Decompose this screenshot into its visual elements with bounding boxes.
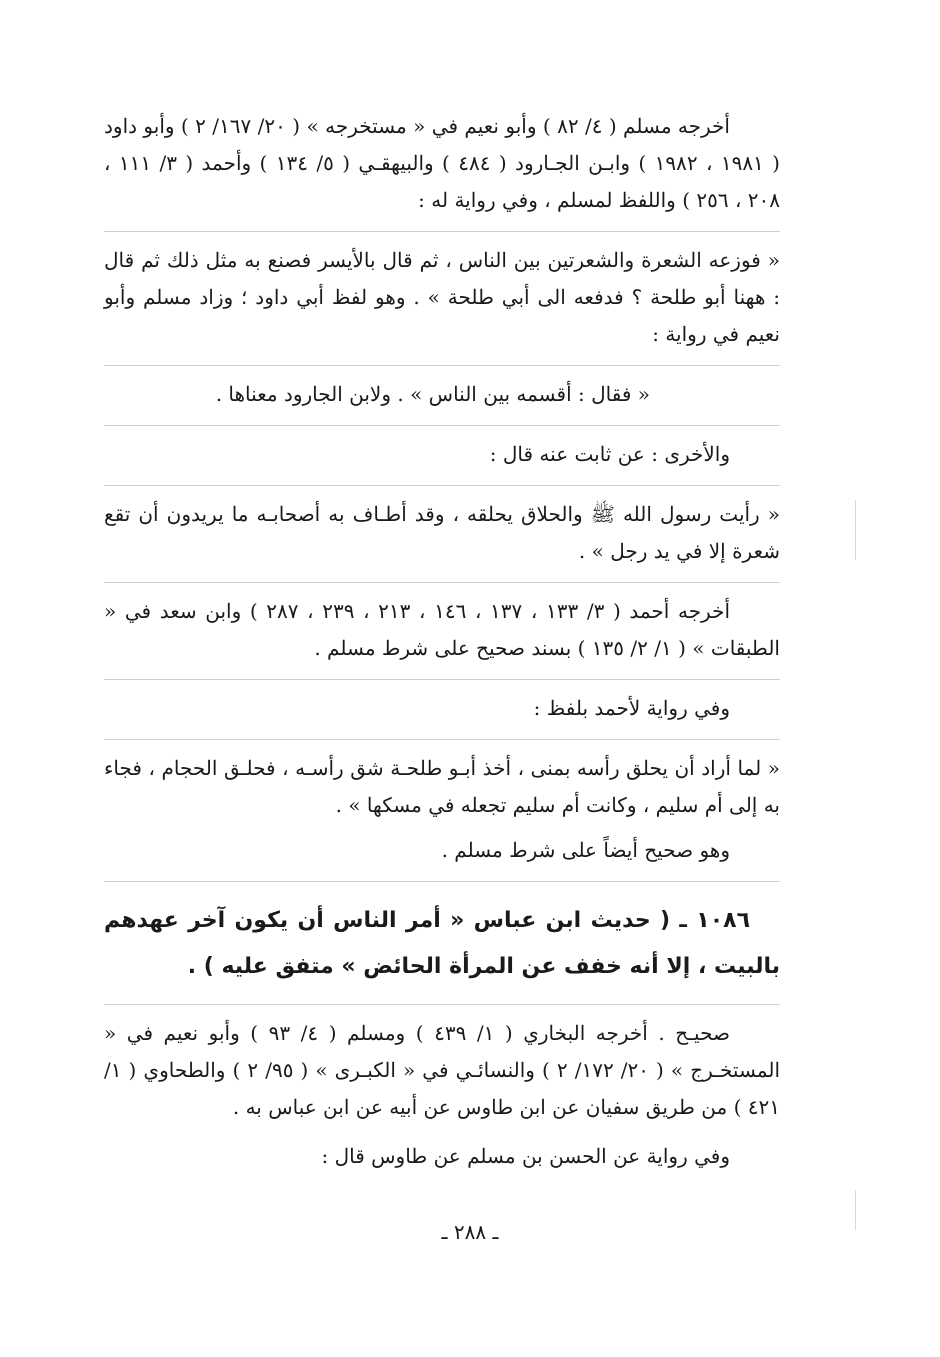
narration-intro: والأخرى : عن ثابت عنه قال : [489, 442, 730, 466]
page-body [104, 108, 780, 1187]
quote-paragraph-1: « فوزعه الشعرة والشعرتين بين الناس ، ثم قال بالأيسر فصنع به مثل ذلك ثم قال : ههنا أبو طلحة ؟ فدفعه الى أبي طلحة » . وهو لفظ أبي داود ؛ وزاد مسلم وأبو نعيم في رواية : [104, 248, 780, 346]
divider [104, 881, 780, 882]
divider [104, 739, 780, 740]
page-number: ـ ٢٨٨ ـ [441, 1220, 499, 1244]
takhrij-paragraph-2: أخرجه أحمد ( ٣/ ١٣٣ ، ١٣٧ ، ١٤٦ ، ٢١٣ ، ٢٣٩ ، ٢٨٧ ) وابن سعد في « الطبقات » ( ١/ ٢/ ١٣٥ ) بسند صحيح على شرط مسلم . [104, 599, 780, 660]
divider [104, 425, 780, 426]
quote-paragraph-2: « فقال : أقسمه بين الناس » . ولابن الجارود معناها . [215, 382, 650, 406]
takhrij-paragraph-1: أخرجه مسلم ( ٤/ ٨٢ ) وأبو نعيم في « مستخرجه » ( ٢٠/ ١٦٧/ ٢ ) وأبو داود ( ١٩٨١ ، ١٩٨٢ ) وابـن الجـارود ( ٤٨٤ ) والبيهقـي ( ٥/ ١٣٤ ) وأحمد ( ٣/ ١١١ ، ٢٠٨ ، ٢٥٦ ) واللفظ لمسلم ، وفي رواية له : [104, 114, 780, 212]
divider [104, 485, 780, 486]
quote-paragraph-4: « لما أراد أن يحلق رأسه بمنى ، أخذ أبـو طلحـة شق رأسـه ، فحلـق الحجام ، فجاء به إلى أم سليم ، وكانت أم سليم تجعله في مسكها » . [104, 756, 780, 817]
divider [104, 1004, 780, 1005]
divider [104, 679, 780, 680]
divider [104, 365, 780, 366]
takhrij-paragraph-3: صحيـح . أخرجه البخاري ( ١/ ٤٣٩ ) ومسلم ( ٤/ ٩٣ ) وأبو نعيم في « المستخـرج » ( ٢٠/ ١٧٢/ ٢ ) والنسائـي في « الكبـرى » ( ٩٥/ ٢ ) والطحاوي ( ١/ ٤٢١ ) من طريق سفيان عن ابن طاوس عن أبيه عن ابن عباس به . [104, 1021, 781, 1119]
final-narration-line: وفي رواية عن الحسن بن مسلم عن طاوس قال : [321, 1144, 730, 1168]
quote-paragraph-3: « رأيت رسول الله ﷺ والحلاق يحلقه ، وقد أطـاف به أصحابـه ما يريدون أن تقع شعرة إلا في يد رجل » . [104, 502, 780, 563]
divider [104, 582, 780, 583]
scan-edge-mark [855, 1190, 856, 1230]
narration-intro-ahmad: وفي رواية لأحمد بلفظ : [533, 696, 730, 720]
scan-edge-mark [855, 500, 856, 560]
hadith-heading: ١٠٨٦ ـ ( حديث ابن عباس « أمر الناس أن يكون آخر عهدهم بالبيت ، إلا أنه خفف عن المرأة الحائض » متفق عليه ) . [104, 908, 780, 979]
grading-sentence: وهو صحيح أيضاً على شرط مسلم . [441, 838, 730, 862]
divider [104, 231, 780, 232]
